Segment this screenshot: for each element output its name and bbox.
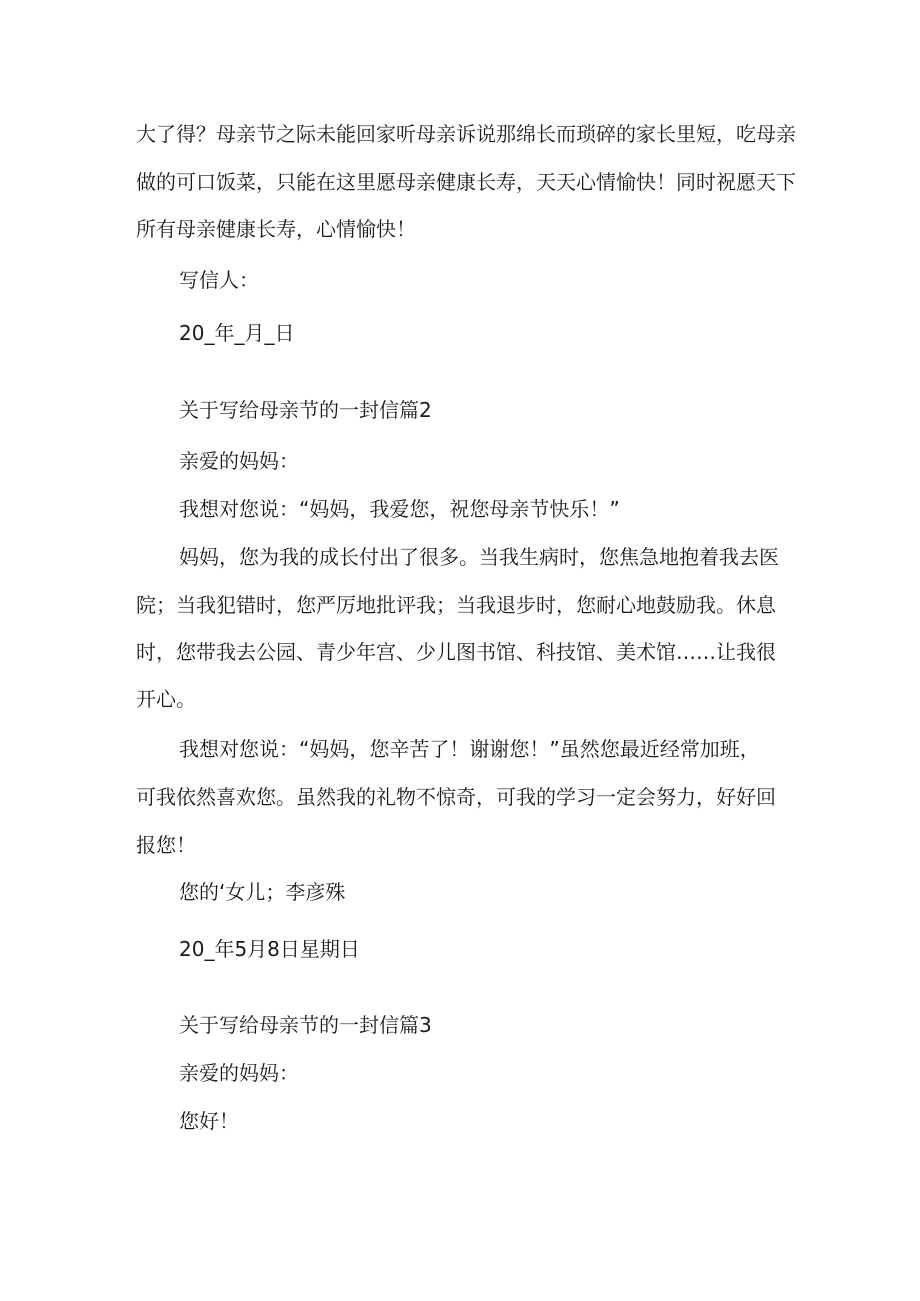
- salutation: 亲爱的妈妈：: [179, 1061, 299, 1085]
- paragraph-line: 院；当我犯错时，您严厉地批评我；当我退步时，您耐心地鼓励我。休息: [136, 593, 776, 617]
- paragraph-line: 做的可口饭菜，只能在这里愿母亲健康长寿，天天心情愉快！同时祝愿天下: [136, 170, 796, 194]
- paragraph-line: 妈妈，您为我的成长付出了很多。当我生病时，您焦急地抱着我去医: [179, 545, 779, 569]
- paragraph-line: 可我依然喜欢您。虽然我的礼物不惊奇，可我的学习一定会努力，好好回: [136, 785, 776, 809]
- signature-line: 您的‘女儿；李彦殊: [179, 880, 346, 904]
- paragraph-line: 我想对您说：“妈妈，您辛苦了！谢谢您！”虽然您最近经常加班，: [179, 737, 760, 761]
- section-title: 关于写给母亲节的一封信篇3: [179, 1013, 432, 1037]
- paragraph-line: 时，您带我去公园、青少年宫、少儿图书馆、科技馆、美术馆……让我很: [136, 640, 776, 664]
- paragraph-line: 大了得？母亲节之际未能回家听母亲诉说那绵长而琐碎的家长里短，吃母亲: [136, 122, 796, 146]
- date-line: 20_年5月8日星期日: [179, 937, 360, 961]
- paragraph-line: 所有母亲健康长寿，心情愉快！: [136, 217, 416, 241]
- signature-label: 写信人：: [179, 268, 259, 292]
- salutation: 亲爱的妈妈：: [179, 449, 299, 473]
- paragraph-line: 开心。: [136, 687, 196, 711]
- date-line: 20_年_月_日: [179, 321, 295, 345]
- section-title: 关于写给母亲节的一封信篇2: [179, 398, 432, 422]
- paragraph-line: 报您！: [136, 833, 196, 857]
- greeting: 您好！: [179, 1109, 239, 1133]
- paragraph-line: 我想对您说：“妈妈，我爱您，祝您母亲节快乐！”: [179, 497, 620, 521]
